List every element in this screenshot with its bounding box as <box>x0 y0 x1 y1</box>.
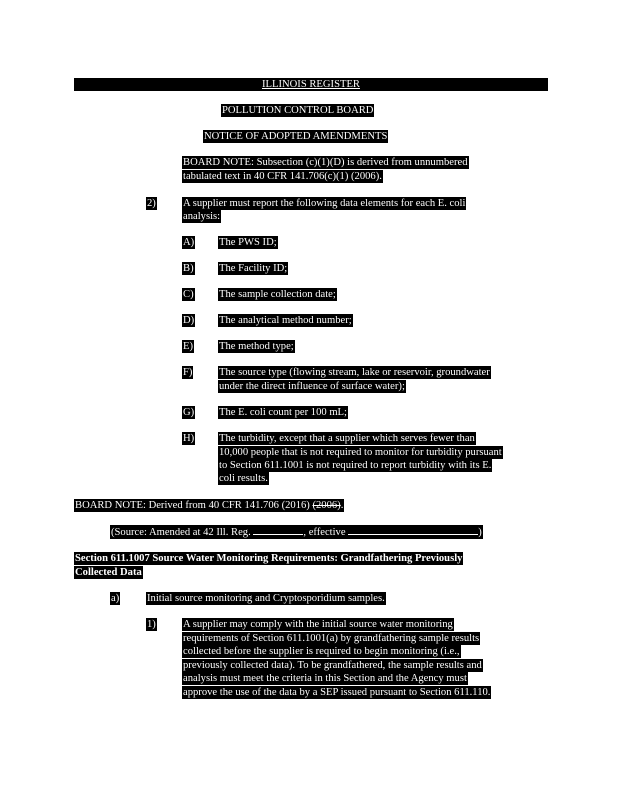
section-heading-line1: Section 611.1007 Source Water Monitoring Requirements: Grandfathering Previously <box>75 553 463 564</box>
subitem-text: The sample collection date; <box>219 289 336 300</box>
subitem-text: The turbidity, except that a supplier which serves fewer than <box>219 433 475 444</box>
board-name: POLLUTION CONTROL BOARD <box>222 105 374 116</box>
subitem-label: D) <box>183 315 195 326</box>
subitem-text: coli results. <box>219 473 268 484</box>
board-note-2-text: BOARD NOTE: Derived from 40 CFR 141.706 (2016) <box>75 500 313 511</box>
subitem-text: to Section 611.1001 is not required to report turbidity with its E. <box>219 460 492 471</box>
subitem-label: H) <box>183 433 195 444</box>
register-header <box>74 78 548 91</box>
item-1-text: analysis must meet the criteria in this Section and the Agency must <box>183 673 467 684</box>
subitem-label: F) <box>183 367 193 378</box>
subitem-text: The PWS ID; <box>219 237 277 248</box>
subitem-text: The E. coli count per 100 mL; <box>219 407 347 418</box>
source-register-blank <box>253 525 303 535</box>
register-title: ILLINOIS REGISTER <box>262 79 360 90</box>
source-prefix: (Source: Amended at 42 Ill. Reg. <box>111 527 254 538</box>
source-mid: , effective <box>303 527 349 538</box>
section-heading-line2: Collected Data <box>75 567 142 578</box>
subitem-label: G) <box>183 407 195 418</box>
subitem-text: under the direct influence of surface water); <box>219 381 405 392</box>
board-note-2-tail: . <box>340 500 344 511</box>
item-1-label: 1) <box>147 619 156 630</box>
board-note-1-line2: tabulated text in 40 CFR 141.706(c)(1) (2006). <box>183 171 382 182</box>
item-1-text: collected before the supplier is required to begin monitoring (i.e., <box>183 646 460 657</box>
board-note-2 <box>74 499 344 512</box>
item-1-text: previously collected data). To be grandfathered, the sample results and <box>183 660 482 671</box>
source-suffix: ) <box>478 527 482 538</box>
item-1-text: approve the use of the data by a SEP issued pursuant to Section 611.110. <box>183 687 491 698</box>
item-a-text: Initial source monitoring and Cryptosporidium samples. <box>147 593 385 604</box>
subitem-label: E) <box>183 341 193 352</box>
item-a-label: a) <box>111 593 120 604</box>
board-note-2-struck: (2006) <box>312 500 341 511</box>
subitem-text: 10,000 people that is not required to monitor for turbidity pursuant <box>219 447 502 458</box>
item-2-line2: analysis: <box>183 211 221 222</box>
subitem-text: The analytical method number; <box>219 315 352 326</box>
item-1-text: A supplier may comply with the initial source water monitoring <box>183 619 453 630</box>
source-line <box>110 525 483 539</box>
notice-title: NOTICE OF ADOPTED AMENDMENTS <box>204 131 388 142</box>
board-note-1-line1: BOARD NOTE: Subsection (c)(1)(D) is derived from unnumbered <box>183 157 468 168</box>
source-effective-blank <box>348 525 478 535</box>
subitem-text: The Facility ID; <box>219 263 288 274</box>
subitem-text: The source type (flowing stream, lake or reservoir, groundwater <box>219 367 490 378</box>
subitem-text: The method type; <box>219 341 294 352</box>
subitem-label: C) <box>183 289 194 300</box>
item-2-line1: A supplier must report the following data elements for each E. coli <box>183 198 466 209</box>
item-2-label: 2) <box>147 198 156 209</box>
item-1-text: requirements of Section 611.1001(a) by grandfathering sample results <box>183 633 480 644</box>
subitem-label: B) <box>183 263 194 274</box>
subitem-label: A) <box>183 237 195 248</box>
